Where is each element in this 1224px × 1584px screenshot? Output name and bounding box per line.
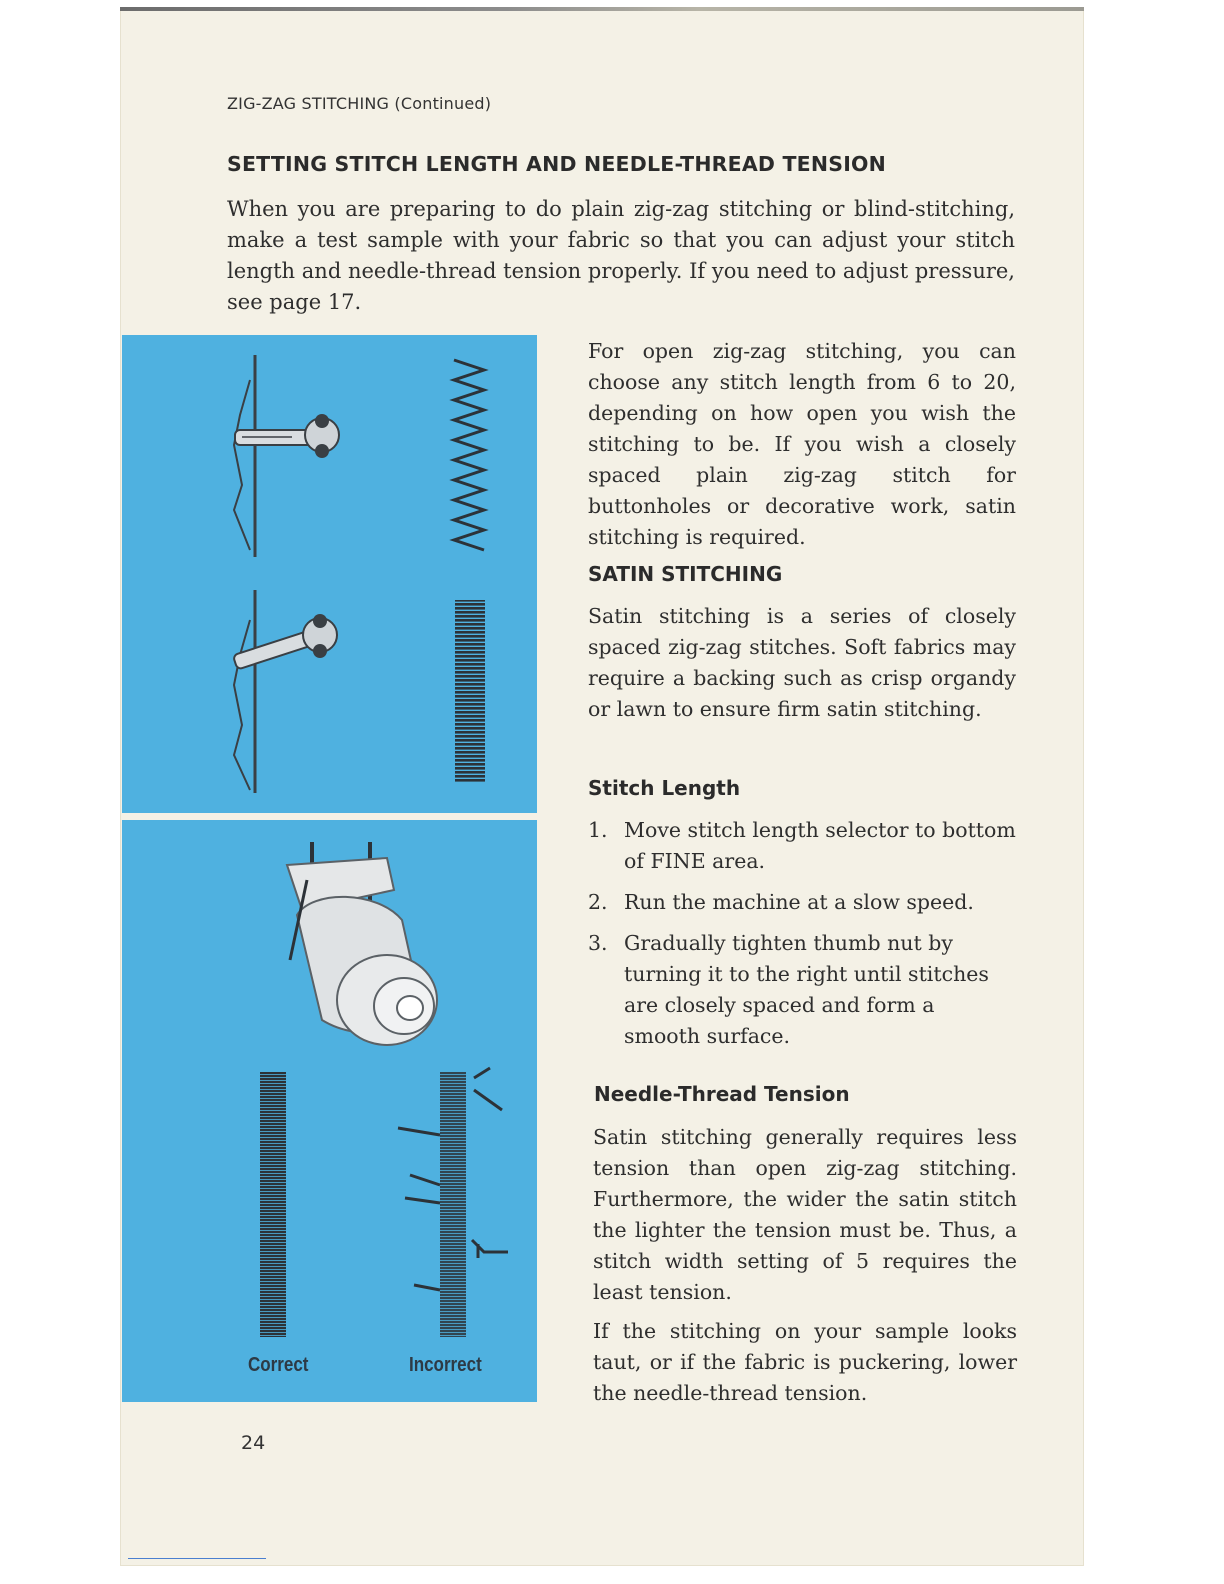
page-top-edge (120, 7, 1084, 11)
caption-incorrect: Incorrect (409, 1354, 482, 1376)
needle-tension-paragraph-1: Satin stitching generally requires less tension than open zig-zag stitching. Furthermore, the wider the satin stitch the lighter the tension must be. Thus, a stitch width setting of 5 requires the least tension. (593, 1125, 1017, 1304)
correct-sample (260, 1072, 286, 1337)
selector-lever-upper-icon (235, 414, 339, 458)
step-number: 1. (588, 818, 608, 842)
step-text: Run the machine at a slow speed. (624, 890, 974, 914)
list-item (588, 928, 1016, 1052)
section-label: ZIG-ZAG STITCHING (Continued) (227, 94, 492, 113)
needle-tension-paragraph-2: If the stitching on your sample looks taut, or if the fabric is puckering, lower the needle-thread tension. (593, 1319, 1017, 1405)
page-number: 24 (241, 1432, 266, 1454)
tension-illustration (122, 820, 537, 1402)
list-item (588, 815, 1016, 877)
step-number: 3. (588, 931, 608, 955)
stitch-length-steps (588, 815, 1016, 1052)
page-heading: SETTING STITCH LENGTH AND NEEDLE-THREAD TENSION (227, 152, 887, 176)
stitch-length-selector-drawing (122, 335, 537, 813)
needle-tension-heading: Needle-Thread Tension (594, 1082, 850, 1106)
tension-assembly-drawing (122, 820, 537, 1402)
footer-rule (128, 1558, 266, 1559)
list-item (588, 887, 1016, 918)
caption-correct: Correct (248, 1354, 309, 1376)
satin-stitching-paragraph: Satin stitching is a series of closely spaced zig-zag stitches. Soft fabrics may require a backing such as crisp organdy or lawn to ensure firm satin stitching. (588, 604, 1016, 721)
step-text: Move stitch length selector to bottom of FINE area. (624, 818, 1016, 873)
step-text: Gradually tighten thumb nut by turning it to the right until stitches are closely spaced and form a smooth surface. (624, 931, 989, 1048)
open-zigzag-paragraph: For open zig-zag stitching, you can choose any stitch length from 6 to 20, depending on how open you wish the stitching to be. If you wish a closely spaced plain zig-zag stitch for buttonholes or decorative work, satin stitching is required. (588, 339, 1016, 549)
open-zigzag-sample (454, 360, 484, 550)
tension-dial-icon (287, 842, 437, 1045)
incorrect-sample (398, 1068, 508, 1337)
satin-stitching-heading: SATIN STITCHING (588, 562, 783, 586)
intro-paragraph: When you are preparing to do plain zig-zag stitching or blind-stitching, make a test sample with your fabric so that you can adjust your stitch length and needle-thread tension properly. If you need to adjust pressure, see page 17. (227, 197, 1015, 314)
satin-stitch-sample (455, 600, 485, 782)
stitch-length-heading: Stitch Length (588, 776, 741, 800)
stitch-length-illustration (122, 335, 537, 813)
step-number: 2. (588, 890, 608, 914)
